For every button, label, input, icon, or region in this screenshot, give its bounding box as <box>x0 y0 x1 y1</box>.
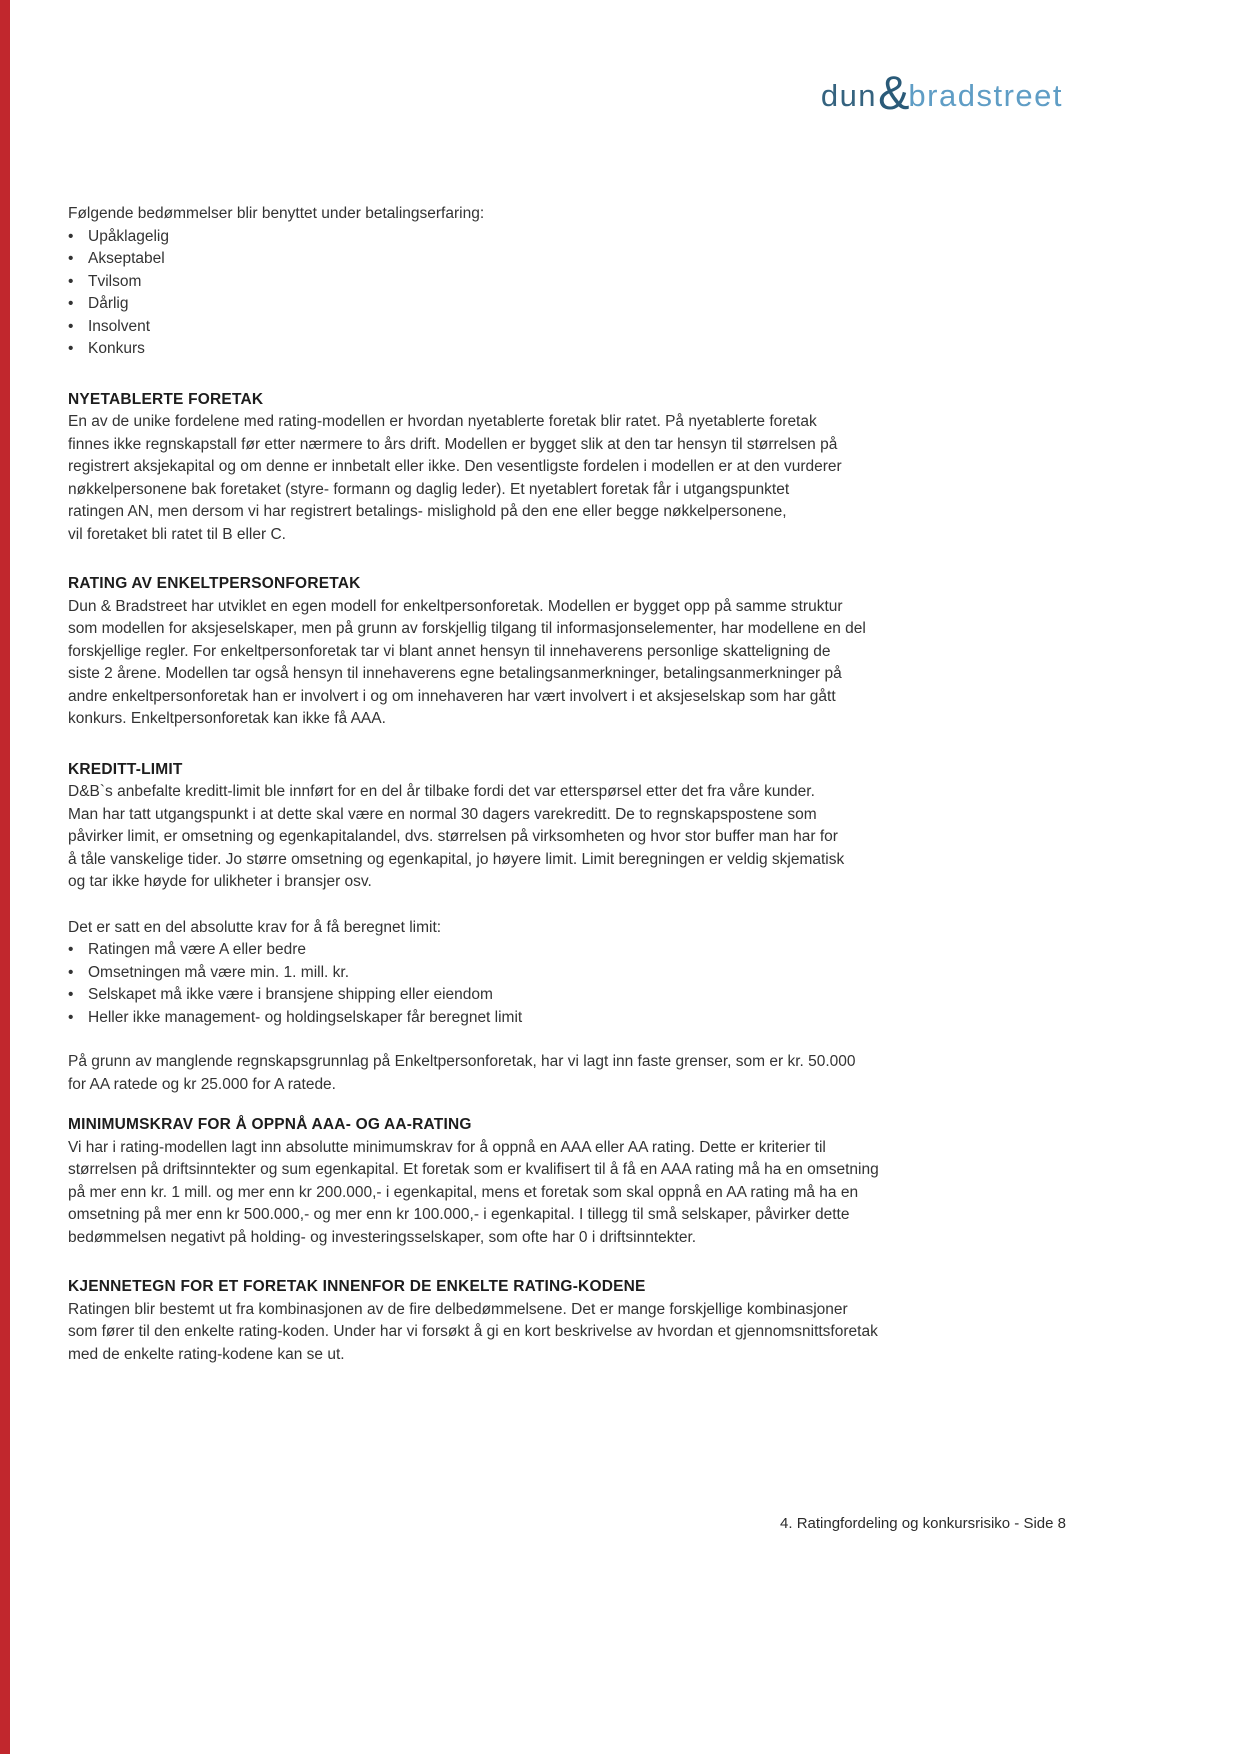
section-minimumskrav <box>68 1114 1068 1249</box>
paragraph-line: med de enkelte rating-kodene kan se ut. <box>68 1345 345 1363</box>
paragraph-line: bedømmelsen negativt på holding- og investeringsselskaper, som ofte har 0 i driftsinntekter. <box>68 1228 697 1246</box>
paragraph-line: på mer enn kr. 1 mill. og mer enn kr 200.000,- i egenkapital, mens et foretak som skal oppnå en AA rating må ha en <box>68 1183 859 1201</box>
list-item: • Konkurs <box>68 338 1068 361</box>
paragraph-line: finnes ikke regnskapstall før etter nærmere to års drift. Modellen er bygget slik at den tar hensyn til størrelsen på <box>68 435 838 453</box>
section-heading: KJENNETEGN FOR ET FORETAK INNENFOR DE ENKELTE RATING-KODENE <box>68 1278 646 1295</box>
paragraph-line: som fører til den enkelte rating-koden. Under har vi forsøkt å gi en kort beskrivelse av hvordan et gjennomsnittsforetak <box>68 1323 878 1340</box>
paragraph-line: ratingen AN, men dersom vi har registrert betalings- mislighold på den ene eller begge nøkkelpersonene, <box>68 503 787 520</box>
list-item: • Heller ikke management- og holdingselskaper får beregnet limit <box>68 1007 1068 1030</box>
section-heading: RATING AV ENKELTPERSONFORETAK <box>68 575 361 592</box>
paragraph-line: konkurs. Enkeltpersonforetak kan ikke få AAA. <box>68 710 386 727</box>
paragraph-line: som modellen for aksjeselskaper, men på grunn av forskjellig tilgang til informasjonselementer, har modellene en del <box>68 620 866 637</box>
payment-experience-list <box>68 226 1068 361</box>
paragraph-line: En av de unike fordelene med rating-modellen er hvordan nyetablerte foretak blir ratet. På nyetablerte foretak <box>68 413 817 430</box>
limit-requirements-list <box>68 939 1068 1029</box>
paragraph-line: påvirker limit, er omsetning og egenkapitalandel, dvs. størrelsen på virksomheten og hvor stor buffer man har for <box>68 828 838 845</box>
section-nyetablerte-foretak <box>68 389 1068 547</box>
list-item: • Insolvent <box>68 316 1068 339</box>
list-item: • Ratingen må være A eller bedre <box>68 939 1068 962</box>
paragraph-line: registrert aksjekapital og om denne er innbetalt eller ikke. Den vesentligste fordelen i modellen er at den vurderer <box>68 458 842 475</box>
logo-text-dun: dun <box>820 77 878 113</box>
section-rating-enkeltpersonforetak <box>68 573 1068 731</box>
logo-text-bradstreet: bradstreet <box>908 77 1063 113</box>
list-item: • Dårlig <box>68 293 1068 316</box>
paragraph-line: Vi har i rating-modellen lagt inn absolutte minimumskrav for å oppnå en AAA eller AA rating. Dette er kriterier til <box>68 1138 826 1156</box>
section-heading: NYETABLERTE FORETAK <box>68 390 264 408</box>
paragraph-line: På grunn av manglende regnskapsgrunnlag på Enkeltpersonforetak, har vi lagt inn faste grenser, som er kr. 50.000 <box>68 1053 856 1070</box>
section-kreditt-limit <box>68 759 1068 894</box>
payment-experience-block <box>68 203 1068 361</box>
page-footer: 4. Ratingfordeling og konkursrisiko - Side 8 <box>780 1515 1066 1532</box>
section-heading: MINIMUMSKRAV FOR Å OPPNÅ AAA- OG AA-RATING <box>68 1116 472 1133</box>
page-edge-accent-bar <box>0 0 10 1754</box>
paragraph-line: vil foretaket bli ratet til B eller C. <box>68 525 286 543</box>
paragraph-line: Dun & Bradstreet har utviklet en egen modell for enkeltpersonforetak. Modellen er bygget opp på samme struktur <box>68 597 843 615</box>
paragraph-line: nøkkelpersonene bak foretaket (styre- formann og daglig leder). Et nyetablert foretak får i utgangspunktet <box>68 480 790 498</box>
logo-ampersand-icon: & <box>878 66 910 119</box>
paragraph-line: forskjellige regler. For enkeltpersonforetak tar vi blant annet hensyn til innehaverens personlige skatteligning de <box>68 642 831 660</box>
dun-bradstreet-logo <box>821 68 1063 123</box>
list-item: • Selskapet må ikke være i bransjene shipping eller eiendom <box>68 984 1068 1007</box>
paragraph-line: for AA ratede og kr 25.000 for A ratede. <box>68 1075 336 1093</box>
paragraph-line: omsetning på mer enn kr 500.000,- og mer enn kr 100.000,- i egenkapital. I tillegg til små selskaper, påvirker dette <box>68 1206 850 1223</box>
section-heading: KREDITT-LIMIT <box>68 760 183 778</box>
list-item: • Tvilsom <box>68 271 1068 294</box>
list-item: • Upåklagelig <box>68 226 1068 249</box>
paragraph-line: D&B`s anbefalte kreditt-limit ble innført for en del år tilbake fordi det var etterspørsel etter det fra våre kunder. <box>68 783 815 800</box>
payment-experience-lead: Følgende bedømmelser blir benyttet under betalingserfaring: <box>68 205 485 222</box>
paragraph-line: og tar ikke høyde for ulikheter i bransjer osv. <box>68 873 372 890</box>
section-kjennetegn <box>68 1276 1068 1366</box>
document-content <box>68 203 1068 1366</box>
paragraph-line: Man har tatt utgangspunkt i at dette skal være en normal 30 dagers varekreditt. De to regnskapspostene som <box>68 805 817 823</box>
paragraph-line: å tåle vanskelige tider. Jo større omsetning og egenkapital, jo høyere limit. Limit beregningen er veldig skjematisk <box>68 850 845 868</box>
limit-requirements-block <box>68 917 1068 1030</box>
paragraph-line: Ratingen blir bestemt ut fra kombinasjonen av de fire delbedømmelsene. Det er mange forskjellige kombinasjoner <box>68 1300 848 1318</box>
list-item: • Omsetningen må være min. 1. mill. kr. <box>68 962 1068 985</box>
list-item: • Akseptabel <box>68 248 1068 271</box>
limit-requirements-lead: Det er satt en del absolutte krav for å få beregnet limit: <box>68 918 442 936</box>
limit-note-paragraph <box>68 1051 1068 1096</box>
paragraph-line: siste 2 årene. Modellen tar også hensyn til innehaverens egne betalingsanmerkninger, betalingsanmerkninger på <box>68 665 842 682</box>
paragraph-line: størrelsen på driftsinntekter og sum egenkapital. Et foretak som er kvalifisert til å få en AAA rating må ha en omsetning <box>68 1161 879 1178</box>
paragraph-line: andre enkeltpersonforetak han er involvert i og om innehaveren har vært involvert i et aksjeselskap som har gått <box>68 687 836 705</box>
